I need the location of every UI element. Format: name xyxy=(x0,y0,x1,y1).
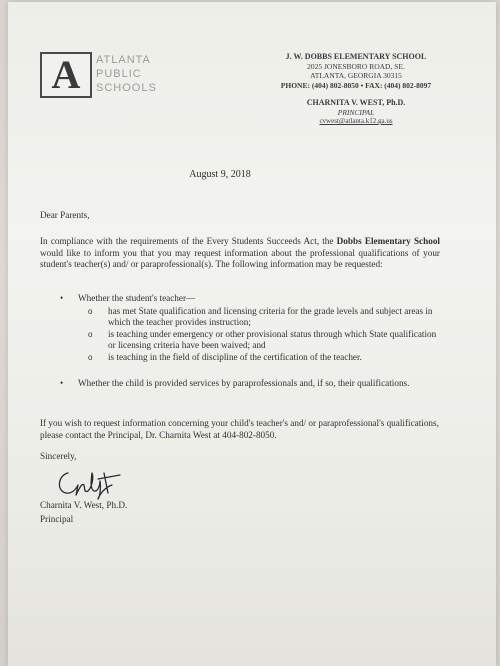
logo-line-2: PUBLIC xyxy=(96,68,142,80)
school-name-bold: Dobbs Elementary School xyxy=(336,236,440,246)
sub-item: o has met State qualification and licensing criteria for the grade levels and subject areas in which the teacher provides instruction; xyxy=(88,306,440,329)
intro-start: In compliance with the requirements of the Every Students Succeeds Act, the xyxy=(40,236,337,246)
principal-title: PRINCIPAL xyxy=(337,107,375,117)
intro-paragraph xyxy=(40,236,440,271)
request-list xyxy=(60,293,440,389)
salutation: Dear Parents, xyxy=(40,210,90,220)
logo-line-1: ATLANTA xyxy=(96,54,151,66)
signer-title: Principal xyxy=(40,514,74,524)
contact-paragraph: If you wish to request information concerning your child's teacher's and/ or paraprofessional's qualifications, please contact the Principal, Dr. Charnita West at 404-802-8050. xyxy=(40,418,439,440)
phone-fax: PHONE: (404) 802-8050 • FAX: (404) 802-8097 xyxy=(280,80,432,90)
bullet-paraprofessional: Whether the child is provided services by paraprofessionals and, if so, their qualifications. xyxy=(78,377,410,388)
signer-name: Charnita V. West, Ph.D. xyxy=(40,500,128,510)
aps-logo-letter: A xyxy=(51,52,81,97)
aps-logo-mark xyxy=(40,52,92,98)
address-line-2: ATLANTA, GEORGIA 30315 xyxy=(310,71,402,80)
letter-date: August 9, 2018 xyxy=(189,169,251,180)
sub-item: o is teaching under emergency or other provisional status through which State qualification or licensing criteria have been waived; and xyxy=(88,329,440,352)
address-line-1: 2025 JONESBORO ROAD, SE. xyxy=(307,61,405,71)
sub-item: o is teaching in the field of discipline of the certification of the teacher. xyxy=(88,352,440,364)
letterhead xyxy=(246,52,466,127)
school-name: J. W. DOBBS ELEMENTARY SCHOOL xyxy=(285,52,427,61)
bullet-teacher: Whether the student's teacher— xyxy=(78,293,196,303)
principal-email: cvwest@atlanta.k12.ga.us xyxy=(319,117,393,125)
list-item xyxy=(60,293,440,364)
handwritten-signature xyxy=(54,463,124,501)
list-item xyxy=(60,378,440,390)
intro-end: would like to inform you that you may request information about the professional qualifications of your student's teacher(s) and/ or paraprofessional(s). The following information may be requested: xyxy=(40,247,440,270)
teacher-sublist xyxy=(88,306,440,364)
logo-line-3: SCHOOLS xyxy=(96,82,157,94)
aps-logo-wordmark xyxy=(96,53,166,95)
closing: Sincerely, xyxy=(40,451,77,461)
principal-name: CHARNITA V. WEST, Ph.D. xyxy=(306,98,406,107)
